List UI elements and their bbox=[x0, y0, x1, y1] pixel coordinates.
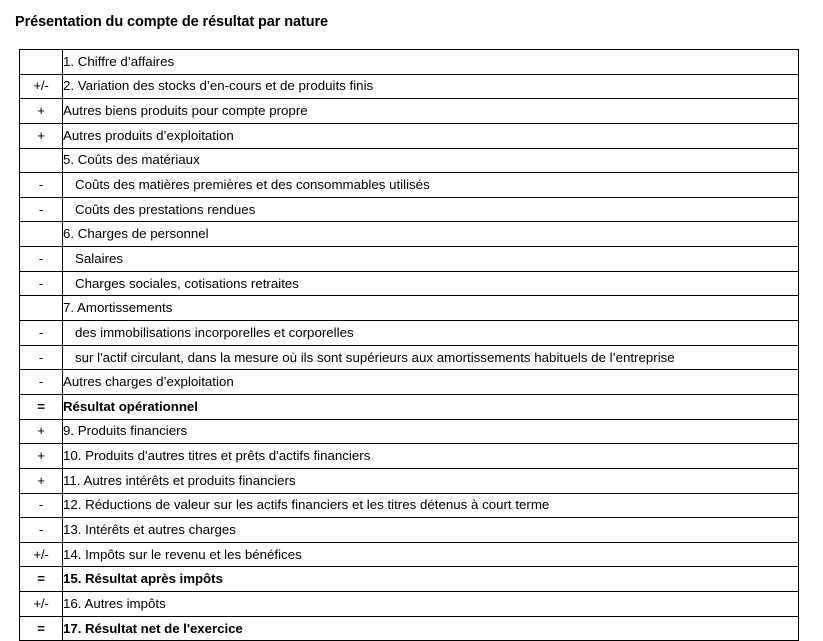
row-sign-cell: +/- bbox=[20, 592, 63, 617]
row-label-text: sur l'actif circulant, dans la mesure où ils sont supérieurs aux amortissements habituels de l’entreprise bbox=[75, 349, 675, 365]
page-title: Présentation du compte de résultat par nature bbox=[15, 14, 328, 30]
row-sign-cell: + bbox=[20, 99, 63, 124]
row-sign-cell: + bbox=[20, 419, 63, 444]
table-row bbox=[20, 321, 799, 346]
row-label-cell bbox=[63, 271, 799, 296]
row-label-cell bbox=[63, 542, 799, 567]
row-sign-cell: - bbox=[20, 493, 63, 518]
row-label-cell bbox=[63, 419, 799, 444]
row-label-text: 1. Chiffre d’affaires bbox=[63, 53, 175, 69]
row-label-text: Autres charges d’exploitation bbox=[63, 374, 234, 390]
row-label-cell bbox=[63, 616, 799, 641]
row-sign-cell bbox=[20, 296, 63, 321]
row-label-cell bbox=[63, 173, 799, 198]
row-label-cell bbox=[63, 148, 799, 173]
row-label-text: Autres biens produits pour compte propre bbox=[63, 103, 308, 119]
row-label-cell bbox=[63, 567, 799, 592]
table-row bbox=[20, 542, 799, 567]
row-label-cell bbox=[63, 222, 799, 247]
table-row bbox=[20, 74, 799, 99]
table-body bbox=[20, 50, 799, 641]
table-row bbox=[20, 148, 799, 173]
row-sign-cell: +/- bbox=[20, 542, 63, 567]
row-label-cell bbox=[63, 444, 799, 469]
row-label-text: 10. Produits d'autres titres et prêts d'actifs financiers bbox=[63, 448, 371, 464]
row-sign-cell: = bbox=[20, 616, 63, 641]
income-statement-table-container bbox=[19, 49, 798, 641]
table-row bbox=[20, 419, 799, 444]
row-sign-cell bbox=[20, 50, 63, 75]
row-label-cell bbox=[63, 296, 799, 321]
row-label-text: 12. Réductions de valeur sur les actifs financiers et les titres détenus à court terme bbox=[63, 497, 550, 513]
row-label-text: 15. Résultat après impôts bbox=[63, 571, 223, 587]
table-row bbox=[20, 123, 799, 148]
table-row bbox=[20, 197, 799, 222]
row-sign-cell: + bbox=[20, 123, 63, 148]
row-sign-cell: + bbox=[20, 468, 63, 493]
row-label-cell bbox=[63, 468, 799, 493]
row-sign-cell: - bbox=[20, 345, 63, 370]
row-label-cell bbox=[63, 247, 799, 272]
row-sign-cell: - bbox=[20, 518, 63, 543]
row-label-text: 5. Coûts des matériaux bbox=[63, 152, 200, 168]
table-row bbox=[20, 296, 799, 321]
row-label-cell bbox=[63, 321, 799, 346]
table-row bbox=[20, 247, 799, 272]
row-label-cell bbox=[63, 50, 799, 75]
table-row bbox=[20, 345, 799, 370]
table-row bbox=[20, 222, 799, 247]
table-row bbox=[20, 99, 799, 124]
row-label-text: Autres produits d’exploitation bbox=[63, 127, 234, 143]
row-sign-cell bbox=[20, 148, 63, 173]
row-sign-cell: - bbox=[20, 247, 63, 272]
row-sign-cell: = bbox=[20, 394, 63, 419]
row-label-cell bbox=[63, 197, 799, 222]
table-row bbox=[20, 370, 799, 395]
table-row bbox=[20, 616, 799, 641]
row-label-text: 16. Autres impôts bbox=[63, 595, 166, 611]
table-row bbox=[20, 50, 799, 75]
row-label-text: Charges sociales, cotisations retraites bbox=[75, 275, 299, 291]
row-label-text: 13. Intérêts et autres charges bbox=[63, 521, 236, 537]
row-sign-cell: - bbox=[20, 370, 63, 395]
row-label-text: Coûts des prestations rendues bbox=[75, 201, 256, 217]
row-sign-cell: - bbox=[20, 321, 63, 346]
row-label-cell bbox=[63, 518, 799, 543]
row-label-text: 17. Résultat net de l'exercice bbox=[63, 620, 243, 636]
row-label-text: Salaires bbox=[75, 250, 124, 266]
table-row bbox=[20, 493, 799, 518]
table-row bbox=[20, 394, 799, 419]
table-row bbox=[20, 444, 799, 469]
row-sign-cell bbox=[20, 222, 63, 247]
row-label-cell bbox=[63, 370, 799, 395]
row-label-cell bbox=[63, 123, 799, 148]
table-row bbox=[20, 592, 799, 617]
row-label-text: 11. Autres intérêts et produits financiers bbox=[63, 472, 296, 488]
table-row bbox=[20, 518, 799, 543]
row-label-cell bbox=[63, 74, 799, 99]
row-label-text: des immobilisations incorporelles et corporelles bbox=[75, 324, 354, 340]
row-sign-cell: - bbox=[20, 197, 63, 222]
row-label-cell bbox=[63, 345, 799, 370]
row-sign-cell: + bbox=[20, 444, 63, 469]
row-sign-cell: = bbox=[20, 567, 63, 592]
row-label-cell bbox=[63, 493, 799, 518]
row-label-text: Coûts des matières premières et des consommables utilisés bbox=[75, 177, 430, 193]
row-label-text: 7. Amortissements bbox=[63, 300, 173, 316]
income-statement-table bbox=[19, 49, 799, 641]
row-sign-cell: +/- bbox=[20, 74, 63, 99]
row-sign-cell: - bbox=[20, 271, 63, 296]
row-label-cell bbox=[63, 394, 799, 419]
row-label-text: Résultat opérationnel bbox=[63, 398, 198, 414]
row-label-cell bbox=[63, 592, 799, 617]
row-label-cell bbox=[63, 99, 799, 124]
row-label-text: 9. Produits financiers bbox=[63, 423, 188, 439]
table-row bbox=[20, 173, 799, 198]
row-label-text: 2. Variation des stocks d’en-cours et de produits finis bbox=[63, 78, 374, 94]
table-row bbox=[20, 567, 799, 592]
row-sign-cell: - bbox=[20, 173, 63, 198]
table-row bbox=[20, 271, 799, 296]
row-label-text: 6. Charges de personnel bbox=[63, 226, 209, 242]
table-row bbox=[20, 468, 799, 493]
row-label-text: 14. Impôts sur le revenu et les bénéfices bbox=[63, 546, 302, 562]
